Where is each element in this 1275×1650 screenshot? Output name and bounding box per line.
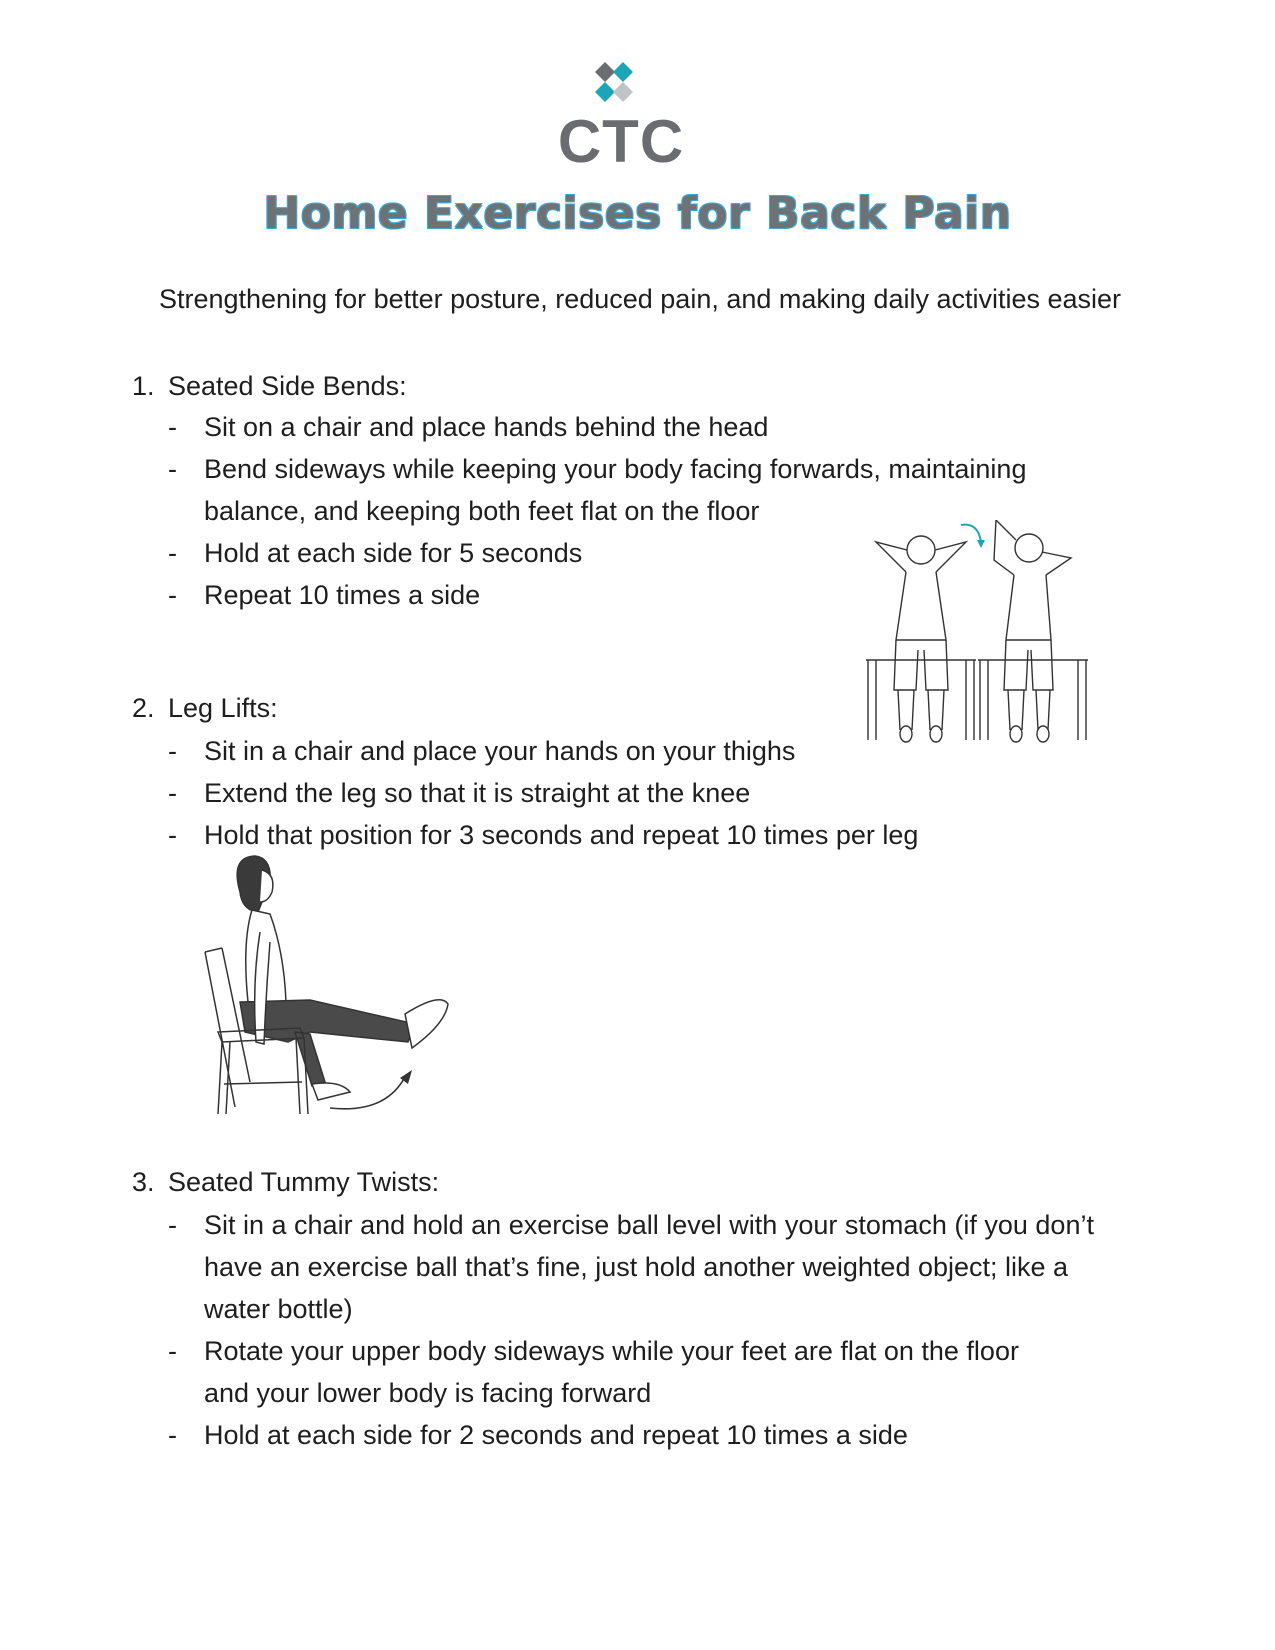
figure-bending (978, 520, 1088, 742)
bullet-dash: - (168, 454, 177, 484)
page-title: Home Exercises for Back Pain (263, 188, 1012, 239)
bullet-text: Sit in a chair and hold an exercise ball level with your stomach (if you don’t have an exercise ball that’s fine, just hold another weighted object; like a water bottle) (204, 1210, 1094, 1324)
bullet-item (168, 1414, 1123, 1456)
bullet-item (168, 772, 1068, 814)
bullet-item (168, 814, 1068, 856)
seated-leg-lift-illustration (200, 852, 470, 1122)
bullet-text: Repeat 10 times a side (204, 580, 481, 610)
section-heading-seated-side-bends (132, 368, 407, 404)
bullet-dash: - (168, 1210, 177, 1240)
bullet-dash: - (168, 412, 177, 442)
bullet-text: Hold at each side for 2 seconds and repeat 10 times a side (204, 1420, 908, 1450)
section-number: 1. (132, 371, 155, 401)
bullet-dash: - (168, 820, 177, 850)
logo-text: CTC (557, 108, 685, 175)
bullet-dash: - (168, 736, 177, 766)
bullet-dash: - (168, 580, 177, 610)
section-heading-leg-lifts (132, 690, 278, 726)
bullet-text: Hold at each side for 5 seconds (204, 538, 583, 568)
bullet-item (168, 730, 1068, 772)
ctc-logo (548, 60, 708, 180)
bullet-dash: - (168, 1336, 177, 1366)
seated-side-bend-illustration (866, 520, 1116, 760)
logo-diamonds-icon (593, 60, 649, 112)
section-title: Seated Tummy Twists: (168, 1167, 440, 1197)
figure-upright (866, 536, 976, 742)
bullet-dash: - (168, 1420, 177, 1450)
section-title: Seated Side Bends: (168, 371, 407, 401)
bullet-dash: - (168, 538, 177, 568)
section-number: 2. (132, 693, 155, 723)
bullet-item (168, 1330, 1123, 1414)
bullet-dash: - (168, 778, 177, 808)
bullet-item (168, 532, 818, 574)
bullet-text: Sit on a chair and place hands behind the head (204, 412, 769, 442)
section-title: Leg Lifts: (168, 693, 278, 723)
bullet-text: Bend sideways while keeping your body facing forwards, maintaining balance, and keeping both feet flat on the floor (204, 454, 1027, 526)
section-heading-seated-tummy-twists (132, 1164, 439, 1200)
bullet-item (168, 406, 1118, 448)
bullet-text: Extend the leg so that it is straight at the knee (204, 778, 751, 808)
bullet-text: Rotate your upper body sideways while your feet are flat on the floor and your lower body is facing forward (204, 1336, 1019, 1408)
bullet-text: Sit in a chair and place your hands on your thighs (204, 736, 796, 766)
bullet-text: Hold that position for 3 seconds and repeat 10 times per leg (204, 820, 919, 850)
page-subtitle: Strengthening for better posture, reduced pain, and making daily activities easier (158, 284, 1122, 314)
section-number: 3. (132, 1167, 155, 1197)
bullet-item (168, 1204, 1123, 1330)
bullet-item (168, 574, 818, 616)
